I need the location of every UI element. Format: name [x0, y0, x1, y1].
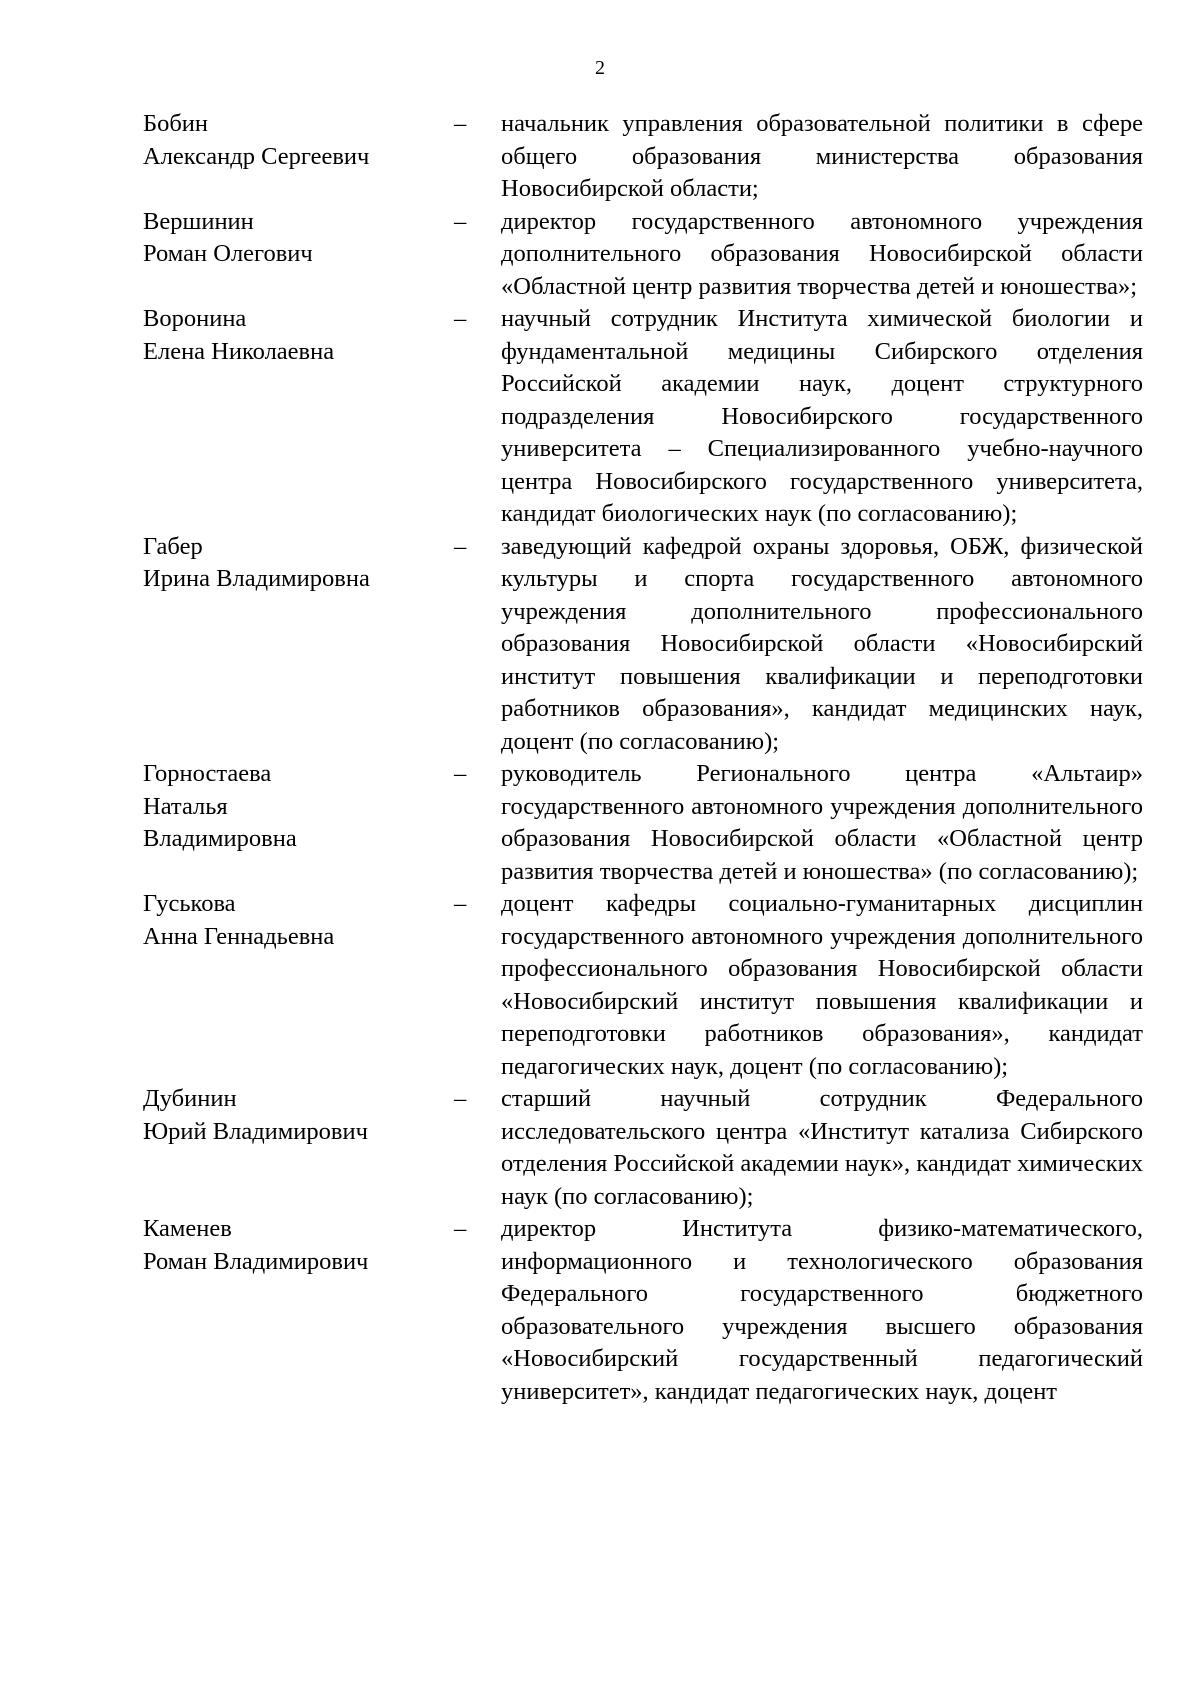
member-entry [143, 531, 1143, 759]
member-description: директор Института физико-математического, информационного и технологического образования Федерального государственного бюджетного образовательного учреждения высшего образования «Новосибирский государственный педагогический университет», кандидат педагогических наук, доцент [501, 1215, 1143, 1405]
member-dash: – [454, 1085, 467, 1112]
member-dash: – [454, 207, 467, 235]
member-description: старший научный сотрудник Федерального исследовательского центра «Институт катализа Сибирского отделения Российской академии наук», кандидат химических наук (по согласованию); [501, 1085, 1143, 1210]
member-dash: – [454, 760, 467, 787]
member-dash: – [454, 110, 467, 137]
member-dash: – [454, 532, 467, 560]
member-dash: – [454, 890, 467, 917]
member-entry [143, 206, 1143, 304]
member-entry [143, 108, 1143, 206]
member-description: директор государственного автономного учреждения дополнительного образования Новосибирской области «Областной центр развития творчества детей и юношества»; [501, 207, 1143, 300]
member-entry [143, 758, 1143, 888]
member-dash: – [454, 1215, 467, 1242]
member-entry [143, 303, 1143, 531]
member-name: Гуськова Анна Геннадьевна [143, 890, 335, 950]
member-name: Бобин Александр Сергеевич [143, 110, 370, 170]
member-description: доцент кафедры социально-гуманитарных дисциплин государственного автономного учреждения дополнительного профессионального образования Новосибирской области «Новосибирский институт повышения квалификации и переподготовки работников образования», кандидат педагогических наук, доцент (по согласованию); [501, 890, 1143, 1080]
member-name: Каменев Роман Владимирович [143, 1215, 369, 1275]
member-name: Горностаева Наталья Владимировна [143, 760, 297, 852]
member-description: заведующий кафедрой охраны здоровья, ОБЖ, физической культуры и спорта государственного автономного учреждения дополнительного профессионального образования Новосибирской области «Новосибирский институт повышения квалификации и переподготовки работников образования», кандидат медицинских наук, доцент (по согласованию); [501, 532, 1143, 755]
member-description: начальник управления образовательной политики в сфере общего образования министерства образования Новосибирской области; [501, 110, 1143, 202]
member-list [143, 108, 1143, 1408]
member-name: Габер Ирина Владимировна [143, 532, 370, 592]
member-dash: – [454, 305, 467, 332]
member-name: Вершинин Роман Олегович [143, 207, 313, 267]
member-entry [143, 1083, 1143, 1213]
page-number: 2 [595, 57, 605, 79]
member-description: научный сотрудник Института химической биологии и фундаментальной медицины Сибирского отделения Российской академии наук, доцент структурного подразделения Новосибирского государственного университета – Специализированного учебно-научного центра Новосибирского государственного университета, кандидат биологических наук (по согласованию); [501, 305, 1143, 527]
member-name: Дубинин Юрий Владимирович [143, 1085, 368, 1145]
member-entry [143, 1213, 1143, 1408]
member-name: Воронина Елена Николаевна [143, 305, 335, 365]
member-entry [143, 888, 1143, 1083]
member-description: руководитель Регионального центра «Альтаир» государственного автономного учреждения дополнительного образования Новосибирской области «Областной центр развития творчества детей и юношества» (по согласованию); [501, 760, 1143, 885]
